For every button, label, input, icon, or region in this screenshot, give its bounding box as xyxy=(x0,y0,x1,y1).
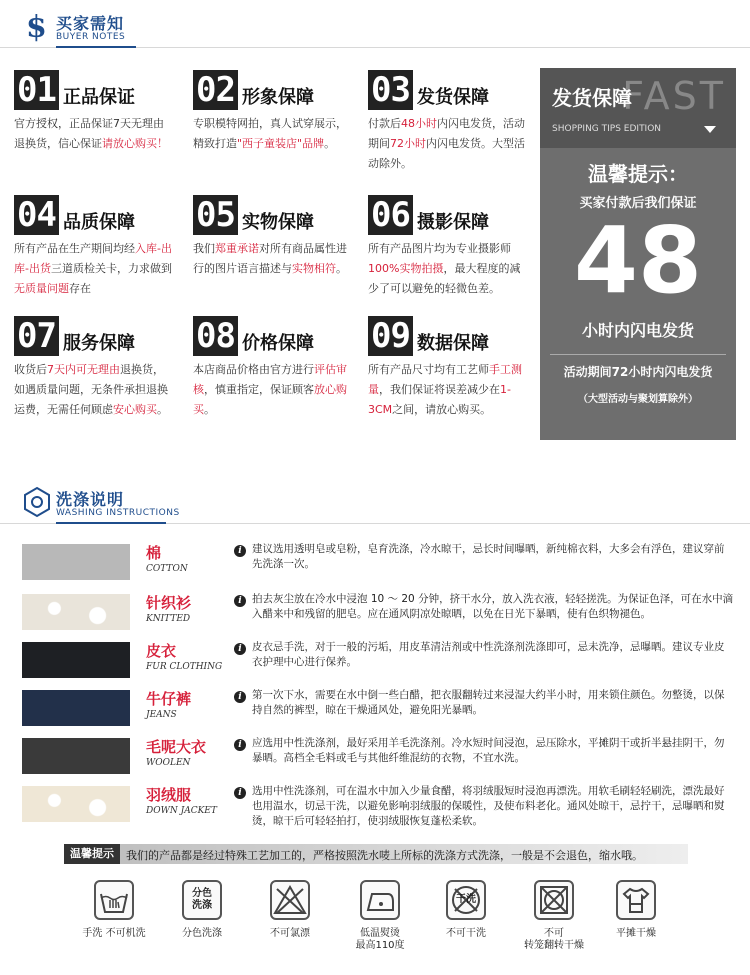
guarantee-title: 正品保证 xyxy=(62,87,135,108)
info-icon: i xyxy=(234,643,246,655)
triangle-down-icon xyxy=(704,126,716,133)
fabric-name-en: DOWN JACKET xyxy=(146,806,217,816)
guarantee-title: 形象保障 xyxy=(241,87,314,108)
warm-tip-tag: 温馨提示 xyxy=(64,844,120,864)
info-icon: i xyxy=(234,691,246,703)
description-text: 所有产品图片均为专业摄影师 xyxy=(368,242,511,255)
guarantee-number: 08 xyxy=(193,316,238,356)
no-bleach-icon xyxy=(270,880,310,920)
guarantee-item xyxy=(368,316,528,420)
fabric-name: 毛呢大衣 xyxy=(146,738,207,756)
description-text: 。 xyxy=(157,403,168,416)
washing-underline xyxy=(56,522,166,524)
fabric-name-en: JEANS xyxy=(146,710,177,720)
guarantee-number: 06 xyxy=(368,195,413,235)
header-underline xyxy=(56,46,136,48)
description-text: 存在 xyxy=(69,282,91,295)
care-item xyxy=(72,880,156,940)
guarantee-number: 04 xyxy=(14,195,59,235)
washing-header xyxy=(0,480,750,524)
buyer-notes-title: 买家需知 xyxy=(56,14,125,33)
description-text: 内闪电发货。大型活动除外。 xyxy=(368,137,525,170)
fast-box-header xyxy=(540,68,736,148)
icon-inner-label: 分色 洗涤 xyxy=(192,888,212,911)
highlight-text: 7天内可无理由 xyxy=(47,363,120,376)
care-item xyxy=(424,880,508,940)
description-text: 我们 xyxy=(193,242,215,255)
guarantee-number: 03 xyxy=(368,70,413,110)
washing-row xyxy=(22,784,734,828)
guarantee-number: 07 xyxy=(14,316,59,356)
guarantee-item xyxy=(368,195,528,299)
fabric-name-en: KNITTED xyxy=(146,614,191,624)
description-text: 三道质检关卡，力求做到 xyxy=(50,262,172,275)
guarantee-description xyxy=(14,239,174,299)
guarantee-title: 数据保障 xyxy=(416,333,489,354)
care-item xyxy=(248,880,332,940)
guarantee-number: 01 xyxy=(14,70,59,110)
description-text: ，慎重指定，保证顾客 xyxy=(204,383,314,396)
guarantee-item xyxy=(14,195,174,299)
fabric-name: 羽绒服 xyxy=(146,786,192,804)
guarantee-title: 发货保障 xyxy=(416,87,489,108)
washing-title: 洗涤说明 xyxy=(56,490,125,509)
description-text: ，最大程度的减少了可以避免的轻微色差。 xyxy=(368,262,521,295)
washing-instruction: 拍去灰尘放在冷水中浸泡 10 ～ 20 分钟，挤干水分，放入洗衣液，轻轻搓洗。为保证色泽，可在水中滴入醋来中和残留的肥皂。应在通风阴凉处晾晒，以免在日光下暴晒，使有色织物褪色。 xyxy=(252,593,734,620)
fabric-swatch xyxy=(22,642,130,678)
highlight-text: 72小时 xyxy=(390,137,426,150)
highlight-text: 入库-出库-出货 xyxy=(14,242,172,275)
description-text: 专职模特网拍，真人试穿展示，精致打造 xyxy=(193,117,347,150)
hours-text: 小时内闪电发货 xyxy=(581,321,694,340)
pay-guarantee-text: 买家付款后我们保证 xyxy=(579,196,697,211)
washing-row xyxy=(22,542,734,586)
highlight-text: 实物相符 xyxy=(292,262,336,275)
guarantee-description xyxy=(193,360,353,420)
care-item xyxy=(160,880,244,940)
description-text: ，我们保证将误差减少在 xyxy=(379,383,500,396)
description-text: 退换货，如遇质量问题，无条件承担退换运费，无需任何顾虑 xyxy=(14,363,168,416)
highlight-text: 郑重承诺 xyxy=(215,242,259,255)
fabric-swatch xyxy=(22,594,130,630)
description-text: 所有产品尺寸均有工艺师 xyxy=(368,363,489,376)
description-text: 付款后 xyxy=(368,117,401,130)
warm-tip-bar xyxy=(64,844,688,864)
fabric-swatch xyxy=(22,690,130,726)
highlight-text: 无质量问题 xyxy=(14,282,69,295)
description-text: 之间，请放心购买。 xyxy=(392,403,492,416)
hand-wash-icon xyxy=(94,880,134,920)
care-item xyxy=(338,880,422,952)
care-item xyxy=(512,880,596,952)
washing-subtitle: WASHING INSTRUCTIONS xyxy=(56,508,180,518)
warm-tip-heading: 温馨提示： xyxy=(588,162,688,186)
description-text: 内闪电发货，活动期间 xyxy=(368,117,525,150)
washing-row xyxy=(22,592,734,636)
guarantee-title: 实物保障 xyxy=(241,212,314,233)
care-label: 平摊干燥 xyxy=(616,928,656,939)
highlight-text: 安心购买 xyxy=(113,403,157,416)
highlight-text: 请放心购买！ xyxy=(102,137,168,150)
care-label: 不可 转笼翻转干燥 xyxy=(524,928,584,951)
info-icon: i xyxy=(234,787,246,799)
guarantee-description xyxy=(368,114,528,174)
fast-box-title: 发货保障 xyxy=(552,86,632,110)
description-text: 本店商品价格由官方进行 xyxy=(193,363,314,376)
washing-instruction: 应选用中性洗涤剂，最好采用羊毛洗涤剂。冷水短时间浸泡，忌压除水，平摊阴干或折半悬挂阴干，勿暴晒。高档全毛料或毛与其他纤维混纺的衣物，不宜水洗。 xyxy=(252,737,725,764)
buyer-notes-subtitle: BUYER NOTES xyxy=(56,32,126,42)
guarantee-item xyxy=(368,70,528,174)
description-text: 官方授权，正品保证7天无理由退换货，信心保证 xyxy=(14,117,164,150)
guarantee-number: 02 xyxy=(193,70,238,110)
highlight-text: "西子童装店"品牌 xyxy=(237,137,325,150)
exclusion-text: （大型活动与聚划算除外） xyxy=(578,394,698,405)
fabric-name-en: WOOLEN xyxy=(146,758,191,768)
care-label: 手洗 不可机洗 xyxy=(82,928,146,939)
description-text: 。 xyxy=(324,137,336,150)
fast-ghost-text: FAST xyxy=(622,74,726,118)
guarantee-description xyxy=(193,239,353,279)
washing-instruction: 建议选用透明皂或皂粉，皂育洗涤，冷水晾干，忌长时间曝晒，新纯棉衣料，大多会有浮色，建议穿前先洗涤一次。 xyxy=(252,543,725,570)
guarantee-number: 09 xyxy=(368,316,413,356)
guarantee-item xyxy=(14,70,174,154)
washing-instruction: 选用中性洗涤剂，可在温水中加入少量食醋，将羽绒服短时浸泡再漂洗。用软毛刷轻轻刷洗，漂洗最好也用温水，切忌干洗，以避免影响羽绒服的保暖性，及使布料老化。通风处晾干，忌拧干，忌曝晒和熨烫，晾干后可轻轻拍打，使羽绒服恢复蓬松柔软。 xyxy=(252,785,725,827)
svg-text:$: $ xyxy=(26,10,47,42)
info-icon: i xyxy=(234,739,246,751)
fabric-name-en: FUR CLOTHING xyxy=(146,662,223,672)
washing-instruction: 皮衣忌手洗，对于一般的污垢，用皮革清洁剂或中性洗涤剂洗涤即可，忌未洗净，忌曝晒。建议专业皮衣护理中心进行保养。 xyxy=(252,641,725,668)
icon-inner-label: 干洗 xyxy=(456,894,476,905)
washing-row xyxy=(22,688,734,732)
care-label: 不可干洗 xyxy=(446,928,486,939)
guarantee-description xyxy=(368,239,528,299)
fabric-name: 针织衫 xyxy=(146,594,192,612)
fabric-name: 棉 xyxy=(146,544,162,562)
guarantee-title: 价格保障 xyxy=(241,333,314,354)
fast-box-subtitle: SHOPPING TIPS EDITION xyxy=(552,124,662,134)
highlight-text: 手工测量 xyxy=(368,363,522,396)
guarantee-description xyxy=(368,360,528,420)
buyer-notes-header xyxy=(0,4,750,48)
fabric-name: 皮衣 xyxy=(146,642,177,660)
highlight-text: 1-3CM xyxy=(368,383,511,416)
care-label: 分色洗涤 xyxy=(182,928,222,939)
highlight-text: 评估审核 xyxy=(193,363,347,396)
low-iron-icon xyxy=(360,880,400,920)
guarantee-number: 05 xyxy=(193,195,238,235)
guarantee-item xyxy=(193,70,353,154)
fabric-swatch xyxy=(22,544,130,580)
description-text: 对所有商品属性进行的图片语言描述与 xyxy=(193,242,347,275)
guarantee-item xyxy=(193,316,353,420)
care-item xyxy=(594,880,678,940)
no-tumble-dry-icon xyxy=(534,880,574,920)
guarantee-item xyxy=(14,316,174,420)
guarantee-title: 品质保障 xyxy=(62,212,135,233)
info-icon: i xyxy=(234,595,246,607)
fast-shipping-box xyxy=(540,68,736,440)
washing-row xyxy=(22,640,734,684)
description-text: 收货后 xyxy=(14,363,47,376)
guarantee-description xyxy=(193,114,353,154)
guarantee-title: 摄影保障 xyxy=(416,212,489,233)
big-hours-number: 48 xyxy=(573,207,703,314)
description-text: 所有产品在生产期间均经 xyxy=(14,242,135,255)
highlight-text: 48小时 xyxy=(401,117,437,130)
flat-dry-icon xyxy=(616,880,656,920)
guarantee-description xyxy=(14,114,174,154)
warm-tip-text: 我们的产品都是经过特殊工艺加工的，严格按照洗水唛上所标的洗涤方式洗涤，一般是不会退色，缩水哦。 xyxy=(126,849,643,862)
care-label: 低温熨烫 最高110度 xyxy=(355,928,405,951)
guarantee-item xyxy=(193,195,353,279)
description-text: 。 xyxy=(204,403,215,416)
dollar-logo-icon xyxy=(22,10,48,42)
care-label: 不可氯漂 xyxy=(270,928,310,939)
highlight-text: 100%实物拍摄 xyxy=(368,262,444,275)
highlight-text: 放心购买 xyxy=(193,383,347,416)
washing-row xyxy=(22,736,734,780)
no-dry-clean-icon xyxy=(446,880,486,920)
washing-gear-icon xyxy=(22,486,52,518)
fabric-name-en: COTTON xyxy=(146,564,188,574)
guarantee-title: 服务保障 xyxy=(62,333,135,354)
description-text: 。 xyxy=(336,262,347,275)
fabric-name: 牛仔裤 xyxy=(146,690,192,708)
activity-text: 活动期间72小时内闪电发货 xyxy=(550,354,726,380)
guarantee-description xyxy=(14,360,174,420)
separate-wash-icon xyxy=(182,880,222,920)
fabric-swatch xyxy=(22,738,130,774)
info-icon: i xyxy=(234,545,246,557)
fabric-swatch xyxy=(22,786,130,822)
washing-instruction: 第一次下水，需要在水中倒一些白醋，把衣服翻转过来浸湿大约半小时，用来锁住颜色。勿整烫，以保持自然的裤型，晾在干燥通风处，避免阳光暴晒。 xyxy=(252,689,725,716)
